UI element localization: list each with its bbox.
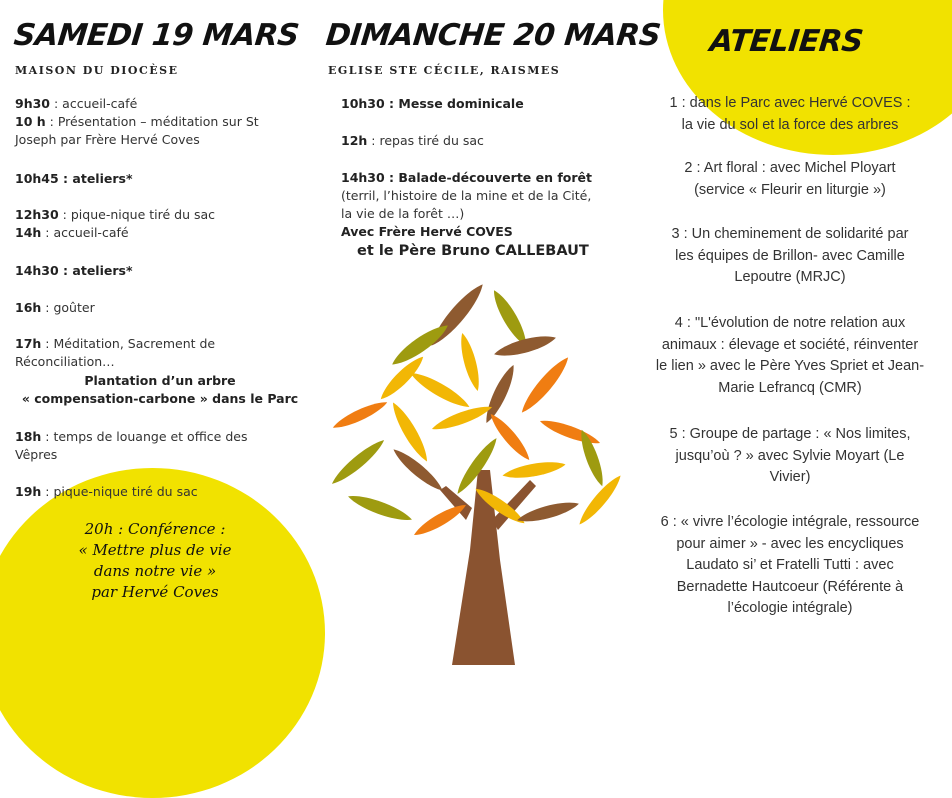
tree-leaf <box>457 332 484 393</box>
saturday-venue: MAISON DU DIOCÈSE <box>15 64 179 77</box>
schedule-item: 12h : repas tiré du sac <box>341 133 484 148</box>
atelier-item-2: 2 : Art floral : avec Michel Ployart (service « Fleurir en liturgie ») <box>684 160 896 198</box>
tree-leaf <box>388 399 433 464</box>
tree-leaf <box>517 353 573 417</box>
ateliers-title: ATELIERS <box>708 24 865 59</box>
tree-leaf <box>430 402 494 435</box>
tree-leaf <box>486 410 533 463</box>
tree-leaf <box>481 362 519 425</box>
guide-line: et le Père Bruno CALLEBAUT <box>357 243 589 259</box>
schedule-item: 9h30 : accueil-café 10 h : Présentation – méditation sur St Joseph par Frère Hervé Coves <box>15 96 259 147</box>
tree-leaf <box>328 436 388 489</box>
schedule-item: 12h30 : pique-nique tiré du sac 14h : accueil-café <box>15 207 216 240</box>
schedule-item: 18h : temps de louange et office des Vêpres <box>15 429 248 462</box>
schedule-item: 14h30 : ateliers* <box>15 263 133 278</box>
tree-leaf <box>515 498 580 527</box>
tree-leaf <box>538 416 602 449</box>
atelier-item-5: 5 : Groupe de partage : « Nos limites, jusqu’où ? » avec Sylvie Moyart (Le Vivier) <box>669 426 911 485</box>
schedule-item: 10h30 : Messe dominicale <box>341 96 524 111</box>
conference-announcement: 20h : Conférence : « Mettre plus de vie dans notre vie » par Hervé Coves <box>78 520 232 601</box>
schedule-item: 16h : goûter <box>15 300 95 315</box>
sunday-title: DIMANCHE 20 MARS <box>324 18 663 53</box>
tree-leaf <box>492 331 557 360</box>
schedule-item: 14h30 : Balade-découverte en forêt (terril, l’histoire de la mine et de la Cité, la vie de la forêt …) Avec Frère Hervé COVES <box>341 170 592 239</box>
tree-leaf <box>346 491 414 526</box>
atelier-item-6: 6 : « vivre l’écologie intégrale, ressource pour aimer » - avec les encycliques Laudato si’ et Fratelli Tutti : avec Bernadette Hautcoeur (Référente à l’écologie intégrale) <box>660 514 920 616</box>
saturday-title: SAMEDI 19 MARS <box>12 18 301 53</box>
tree-leaf <box>411 500 469 540</box>
schedule-item: 19h : pique-nique tiré du sac <box>15 484 198 499</box>
tree-leaf <box>407 368 472 413</box>
atelier-item-1: 1 : dans le Parc avec Hervé COVES : la vie du sol et la force des arbres <box>669 95 911 133</box>
tree-leaf <box>331 397 390 432</box>
atelier-item-4: 4 : "L'évolution de notre relation aux animaux : élevage et société, réinventer le lien » avec le Père Yves Spriet et Jean- Marie Lefrancq (CMR) <box>655 315 925 396</box>
plantation-note: Plantation d’un arbre « compensation-carbone » dans le Parc <box>21 373 299 406</box>
schedule-item: 10h45 : ateliers* <box>15 171 133 186</box>
schedule-item: 17h : Méditation, Sacrement de Réconciliation… <box>15 336 216 369</box>
sunday-venue: EGLISE STE CÉCILE, RAISMES <box>328 64 561 77</box>
tree-leaf <box>501 458 566 481</box>
atelier-item-3: 3 : Un cheminement de solidarité par les équipes de Brillon- avec Camille Lepoutre (MRJC) <box>671 226 909 285</box>
